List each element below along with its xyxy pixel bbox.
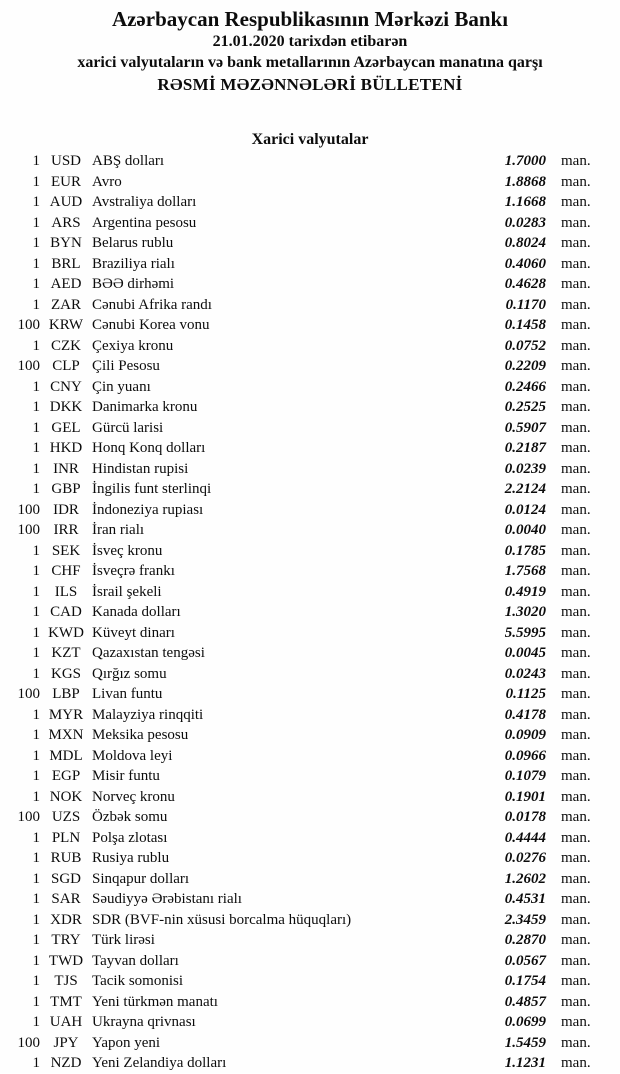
rate-value-cell: 1.5459 — [504, 1034, 546, 1051]
currency-code-cell: AUD — [49, 194, 83, 211]
rate-row — [0, 582, 620, 603]
rate-row — [0, 664, 620, 685]
currency-code-cell: TMT — [50, 993, 82, 1010]
quantity-cell: 1 — [32, 645, 40, 662]
currency-name-cell: ABŞ dolları — [92, 153, 165, 170]
rate-unit-cell: man. — [561, 235, 591, 252]
quantity-cell: 1 — [32, 788, 40, 805]
currency-name-cell: Livan funtu — [92, 686, 163, 703]
rate-row — [0, 274, 620, 295]
rate-value-cell: 0.0276 — [504, 850, 546, 867]
rate-unit-cell: man. — [561, 1055, 591, 1072]
rate-unit-cell: man. — [561, 891, 591, 908]
rate-row — [0, 643, 620, 664]
rate-row — [0, 992, 620, 1013]
quantity-cell: 1 — [32, 481, 40, 498]
rate-value-cell: 0.0567 — [504, 952, 546, 969]
quantity-cell: 1 — [32, 993, 40, 1010]
currency-code-cell: NOK — [49, 788, 83, 805]
bank-title: Azərbaycan Respublikasının Mərkəzi Bankı — [111, 7, 509, 31]
quantity-cell: 1 — [32, 542, 40, 559]
currency-code-cell: IRR — [53, 522, 79, 539]
rate-unit-cell: man. — [561, 829, 591, 846]
currency-name-cell: SDR (BVF-nin xüsusi borcalma hüquqları) — [92, 911, 352, 928]
rate-row — [0, 397, 620, 418]
currency-name-cell: Hindistan rupisi — [92, 460, 189, 477]
rate-row — [0, 561, 620, 582]
rate-value-cell: 5.5995 — [504, 624, 546, 641]
rate-unit-cell: man. — [561, 173, 591, 190]
quantity-cell: 100 — [17, 317, 40, 334]
currency-name-cell: Yapon yeni — [92, 1034, 161, 1051]
rate-value-cell: 1.2602 — [504, 870, 546, 887]
quantity-cell: 1 — [32, 850, 40, 867]
rate-row — [0, 787, 620, 808]
rate-value-cell: 0.2466 — [504, 378, 546, 395]
currency-name-cell: İran rialı — [92, 522, 145, 539]
rate-row — [0, 1033, 620, 1054]
rate-value-cell: 1.7000 — [504, 153, 546, 170]
rate-row — [0, 684, 620, 705]
quantity-cell: 1 — [32, 460, 40, 477]
currency-name-cell: Polşa zlotası — [92, 829, 168, 846]
rate-value-cell: 0.0178 — [504, 809, 546, 826]
rate-value-cell: 0.5907 — [504, 419, 546, 436]
rate-value-cell: 0.0045 — [504, 645, 546, 662]
rate-unit-cell: man. — [561, 481, 591, 498]
rate-unit-cell: man. — [561, 1034, 591, 1051]
rate-row — [0, 254, 620, 275]
currency-name-cell: Qazaxıstan tengəsi — [92, 645, 205, 662]
rate-row — [0, 356, 620, 377]
quantity-cell: 1 — [32, 173, 40, 190]
rate-row — [0, 746, 620, 767]
rate-row — [0, 828, 620, 849]
quantity-cell: 1 — [32, 952, 40, 969]
currency-code-cell: DKK — [49, 399, 83, 416]
currency-name-cell: Ukrayna qrivnası — [92, 1014, 196, 1031]
rate-unit-cell: man. — [561, 952, 591, 969]
quantity-cell: 1 — [32, 255, 40, 272]
currency-name-cell: Avro — [92, 173, 122, 190]
currency-name-cell: Kanada dolları — [92, 604, 181, 621]
quantity-cell: 1 — [32, 1014, 40, 1031]
currency-code-cell: KRW — [48, 317, 84, 334]
rate-value-cell: 1.7568 — [504, 563, 546, 580]
rate-value-cell: 1.1231 — [504, 1055, 546, 1072]
currency-code-cell: RUB — [50, 850, 82, 867]
currency-code-cell: IDR — [53, 501, 79, 518]
rate-value-cell: 0.1785 — [504, 542, 546, 559]
rate-unit-cell: man. — [561, 460, 591, 477]
quantity-cell: 1 — [32, 153, 40, 170]
currency-code-cell: USD — [50, 153, 81, 170]
rate-unit-cell: man. — [561, 378, 591, 395]
currency-name-cell: İsveçrə frankı — [92, 563, 175, 580]
currency-name-cell: Cənubi Afrika randı — [92, 296, 212, 313]
rate-value-cell: 1.1668 — [504, 194, 546, 211]
rate-value-cell: 0.4060 — [504, 255, 546, 272]
currency-name-cell: Rusiya rublu — [92, 850, 170, 867]
currency-code-cell: CNY — [50, 378, 82, 395]
subject-line: xarici valyutaların və bank metallarının Azərbaycan manatına qarşı — [77, 54, 543, 71]
rate-row — [0, 541, 620, 562]
rate-unit-cell: man. — [561, 1014, 591, 1031]
currency-name-cell: Cənubi Korea vonu — [92, 317, 210, 334]
quantity-cell: 1 — [32, 214, 40, 231]
rate-unit-cell: man. — [561, 194, 591, 211]
rate-unit-cell: man. — [561, 809, 591, 826]
quantity-cell: 100 — [17, 809, 40, 826]
currency-name-cell: Çexiya kronu — [92, 337, 174, 354]
rate-value-cell: 0.0239 — [504, 460, 546, 477]
currency-code-cell: SEK — [51, 542, 81, 559]
currency-code-cell: GEL — [51, 419, 81, 436]
quantity-cell: 100 — [17, 686, 40, 703]
currency-code-cell: TRY — [51, 932, 81, 949]
currency-code-cell: UAH — [49, 1014, 83, 1031]
rate-row — [0, 336, 620, 357]
rate-value-cell: 0.1458 — [504, 317, 546, 334]
rate-row — [0, 459, 620, 480]
currency-name-cell: Gürcü larisi — [92, 419, 164, 436]
rate-value-cell: 0.4628 — [504, 276, 546, 293]
quantity-cell: 1 — [32, 624, 40, 641]
currency-code-cell: KZT — [51, 645, 81, 662]
rate-unit-cell: man. — [561, 706, 591, 723]
rate-unit-cell: man. — [561, 358, 591, 375]
rate-unit-cell: man. — [561, 440, 591, 457]
rate-value-cell: 0.0124 — [504, 501, 546, 518]
rate-value-cell: 0.8024 — [504, 235, 546, 252]
currency-name-cell: Meksika pesosu — [92, 727, 189, 744]
rate-unit-cell: man. — [561, 153, 591, 170]
rate-row — [0, 889, 620, 910]
quantity-cell: 1 — [32, 747, 40, 764]
rate-value-cell: 0.0243 — [504, 665, 546, 682]
currency-name-cell: Çili Pesosu — [92, 358, 160, 375]
currency-code-cell: MDL — [49, 747, 83, 764]
rate-value-cell: 0.1079 — [504, 768, 546, 785]
rate-unit-cell: man. — [561, 788, 591, 805]
currency-code-cell: TWD — [48, 952, 84, 969]
currency-name-cell: Tayvan dolları — [92, 952, 179, 969]
currency-code-cell: NZD — [50, 1055, 82, 1072]
quantity-cell: 1 — [32, 604, 40, 621]
rate-row — [0, 602, 620, 623]
rate-value-cell: 0.4857 — [504, 993, 546, 1010]
currency-name-cell: Yeni türkmən manatı — [92, 993, 218, 1010]
rate-value-cell: 2.2124 — [504, 481, 546, 498]
quantity-cell: 100 — [17, 501, 40, 518]
currency-code-cell: CZK — [51, 337, 81, 354]
currency-code-cell: EUR — [51, 173, 81, 190]
rate-unit-cell: man. — [561, 850, 591, 867]
currency-code-cell: SAR — [51, 891, 81, 908]
rate-value-cell: 0.2209 — [504, 358, 546, 375]
rate-unit-cell: man. — [561, 665, 591, 682]
rate-value-cell: 0.0752 — [504, 337, 546, 354]
rate-value-cell: 0.0699 — [504, 1014, 546, 1031]
currency-name-cell: Çin yuanı — [92, 378, 151, 395]
rate-value-cell: 2.3459 — [504, 911, 546, 928]
rate-unit-cell: man. — [561, 337, 591, 354]
rate-row — [0, 172, 620, 193]
rate-row — [0, 705, 620, 726]
quantity-cell: 1 — [32, 235, 40, 252]
currency-code-cell: ILS — [54, 583, 78, 600]
quantity-cell: 1 — [32, 1055, 40, 1072]
rate-value-cell: 0.0040 — [504, 522, 546, 539]
rate-row — [0, 418, 620, 439]
quantity-cell: 1 — [32, 870, 40, 887]
currency-name-cell: Avstraliya dolları — [92, 194, 197, 211]
currency-code-cell: SGD — [50, 870, 81, 887]
rate-row — [0, 233, 620, 254]
rate-unit-cell: man. — [561, 255, 591, 272]
currency-code-cell: LBP — [52, 686, 80, 703]
rate-unit-cell: man. — [561, 399, 591, 416]
rate-unit-cell: man. — [561, 214, 591, 231]
exchange-rates-table — [0, 151, 620, 1074]
quantity-cell: 1 — [32, 296, 40, 313]
rate-unit-cell: man. — [561, 563, 591, 580]
quantity-cell: 1 — [32, 194, 40, 211]
rate-value-cell: 1.3020 — [504, 604, 546, 621]
rate-unit-cell: man. — [561, 624, 591, 641]
rate-unit-cell: man. — [561, 501, 591, 518]
currency-code-cell: TJS — [54, 973, 78, 990]
currency-name-cell: Belarus rublu — [92, 235, 174, 252]
section-title-foreign-currencies: Xarici valyutalar — [251, 131, 369, 148]
rate-row — [0, 151, 620, 172]
currency-name-cell: Tacik somonisi — [92, 973, 184, 990]
rate-row — [0, 951, 620, 972]
rate-row — [0, 910, 620, 931]
currency-name-cell: Honq Konq dolları — [92, 440, 206, 457]
rate-row — [0, 438, 620, 459]
currency-name-cell: Misir funtu — [92, 768, 160, 785]
currency-code-cell: PLN — [51, 829, 81, 846]
currency-code-cell: XDR — [50, 911, 82, 928]
rate-row — [0, 377, 620, 398]
rate-value-cell: 1.8868 — [504, 173, 546, 190]
currency-name-cell: BƏƏ dirhəmi — [92, 276, 175, 293]
rate-row — [0, 520, 620, 541]
rate-row — [0, 1053, 620, 1074]
quantity-cell: 100 — [17, 522, 40, 539]
rate-row — [0, 848, 620, 869]
rate-row — [0, 869, 620, 890]
currency-name-cell: Özbək somu — [92, 809, 168, 826]
rate-value-cell: 0.4531 — [504, 891, 546, 908]
quantity-cell: 1 — [32, 440, 40, 457]
currency-name-cell: İsveç kronu — [92, 542, 163, 559]
currency-code-cell: MXN — [48, 727, 84, 744]
rate-unit-cell: man. — [561, 296, 591, 313]
quantity-cell: 100 — [17, 358, 40, 375]
quantity-cell: 1 — [32, 932, 40, 949]
currency-name-cell: İngilis funt sterlinqi — [92, 481, 212, 498]
currency-name-cell: Braziliya rialı — [92, 255, 175, 272]
currency-name-cell: Danimarka kronu — [92, 399, 198, 416]
rate-row — [0, 213, 620, 234]
rate-value-cell: 0.2187 — [504, 440, 546, 457]
rate-row — [0, 930, 620, 951]
bulletin-header — [0, 0, 620, 151]
rate-value-cell: 0.1754 — [504, 973, 546, 990]
currency-code-cell: CHF — [51, 563, 81, 580]
rate-row — [0, 623, 620, 644]
effective-date-line: 21.01.2020 tarixdən etibarən — [212, 33, 408, 50]
rate-value-cell: 0.0966 — [504, 747, 546, 764]
currency-code-cell: BYN — [50, 235, 82, 252]
currency-name-cell: Səudiyyə Ərəbistanı rialı — [92, 891, 242, 908]
rate-unit-cell: man. — [561, 870, 591, 887]
currency-code-cell: HKD — [49, 440, 83, 457]
rate-unit-cell: man. — [561, 973, 591, 990]
rate-unit-cell: man. — [561, 932, 591, 949]
rate-unit-cell: man. — [561, 645, 591, 662]
rate-unit-cell: man. — [561, 604, 591, 621]
rate-row — [0, 766, 620, 787]
quantity-cell: 100 — [17, 1034, 40, 1051]
currency-code-cell: KGS — [50, 665, 81, 682]
quantity-cell: 1 — [32, 768, 40, 785]
rate-value-cell: 0.2870 — [504, 932, 546, 949]
currency-name-cell: İsrail şekeli — [92, 583, 162, 600]
quantity-cell: 1 — [32, 706, 40, 723]
quantity-cell: 1 — [32, 665, 40, 682]
rate-unit-cell: man. — [561, 317, 591, 334]
quantity-cell: 1 — [32, 829, 40, 846]
currency-name-cell: Qırğız somu — [92, 665, 167, 682]
rate-value-cell: 0.0909 — [504, 727, 546, 744]
quantity-cell: 1 — [32, 727, 40, 744]
currency-code-cell: CLP — [52, 358, 80, 375]
rate-row — [0, 971, 620, 992]
quantity-cell: 1 — [32, 973, 40, 990]
rate-unit-cell: man. — [561, 276, 591, 293]
rate-row — [0, 725, 620, 746]
rate-unit-cell: man. — [561, 522, 591, 539]
rate-value-cell: 0.1125 — [505, 686, 546, 703]
rate-value-cell: 0.1170 — [505, 296, 546, 313]
currency-code-cell: KWD — [48, 624, 84, 641]
rate-value-cell: 0.4444 — [504, 829, 546, 846]
rate-unit-cell: man. — [561, 686, 591, 703]
rate-unit-cell: man. — [561, 583, 591, 600]
currency-name-cell: Türk lirəsi — [92, 932, 155, 949]
rate-value-cell: 0.1901 — [504, 788, 546, 805]
rate-row — [0, 295, 620, 316]
currency-code-cell: GBP — [51, 481, 81, 498]
currency-name-cell: Malayziya rinqqiti — [92, 706, 204, 723]
rate-unit-cell: man. — [561, 747, 591, 764]
bulletin-title: RƏSMİ MƏZƏNNƏLƏRİ BÜLLETENİ — [157, 75, 463, 94]
quantity-cell: 1 — [32, 563, 40, 580]
currency-name-cell: Küveyt dinarı — [92, 624, 175, 641]
rate-row — [0, 192, 620, 213]
currency-code-cell: ARS — [51, 214, 81, 231]
rate-value-cell: 0.0283 — [504, 214, 546, 231]
rate-unit-cell: man. — [561, 993, 591, 1010]
currency-code-cell: JPY — [53, 1034, 79, 1051]
currency-code-cell: AED — [50, 276, 82, 293]
quantity-cell: 1 — [32, 911, 40, 928]
rate-row — [0, 479, 620, 500]
quantity-cell: 1 — [32, 337, 40, 354]
currency-name-cell: Yeni Zelandiya dolları — [92, 1055, 227, 1072]
currency-code-cell: ZAR — [51, 296, 81, 313]
quantity-cell: 1 — [32, 399, 40, 416]
quantity-cell: 1 — [32, 378, 40, 395]
rate-unit-cell: man. — [561, 768, 591, 785]
rate-value-cell: 0.4178 — [504, 706, 546, 723]
currency-name-cell: İndoneziya rupiası — [92, 501, 204, 518]
quantity-cell: 1 — [32, 419, 40, 436]
currency-code-cell: INR — [53, 460, 79, 477]
rate-row — [0, 500, 620, 521]
currency-code-cell: EGP — [51, 768, 81, 785]
rate-value-cell: 0.2525 — [504, 399, 546, 416]
currency-name-cell: Argentina pesosu — [92, 214, 197, 231]
currency-name-cell: Moldova leyi — [92, 747, 173, 764]
currency-name-cell: Sinqapur dolları — [92, 870, 190, 887]
rate-unit-cell: man. — [561, 911, 591, 928]
rate-row — [0, 315, 620, 336]
currency-code-cell: BRL — [51, 255, 81, 272]
currency-code-cell: MYR — [48, 706, 84, 723]
rate-value-cell: 0.4919 — [504, 583, 546, 600]
quantity-cell: 1 — [32, 583, 40, 600]
rate-row — [0, 1012, 620, 1033]
rate-unit-cell: man. — [561, 542, 591, 559]
rate-unit-cell: man. — [561, 419, 591, 436]
currency-name-cell: Norveç kronu — [92, 788, 175, 805]
quantity-cell: 1 — [32, 891, 40, 908]
currency-code-cell: UZS — [51, 809, 81, 826]
quantity-cell: 1 — [32, 276, 40, 293]
rate-unit-cell: man. — [561, 727, 591, 744]
currency-code-cell: CAD — [50, 604, 82, 621]
rate-row — [0, 807, 620, 828]
